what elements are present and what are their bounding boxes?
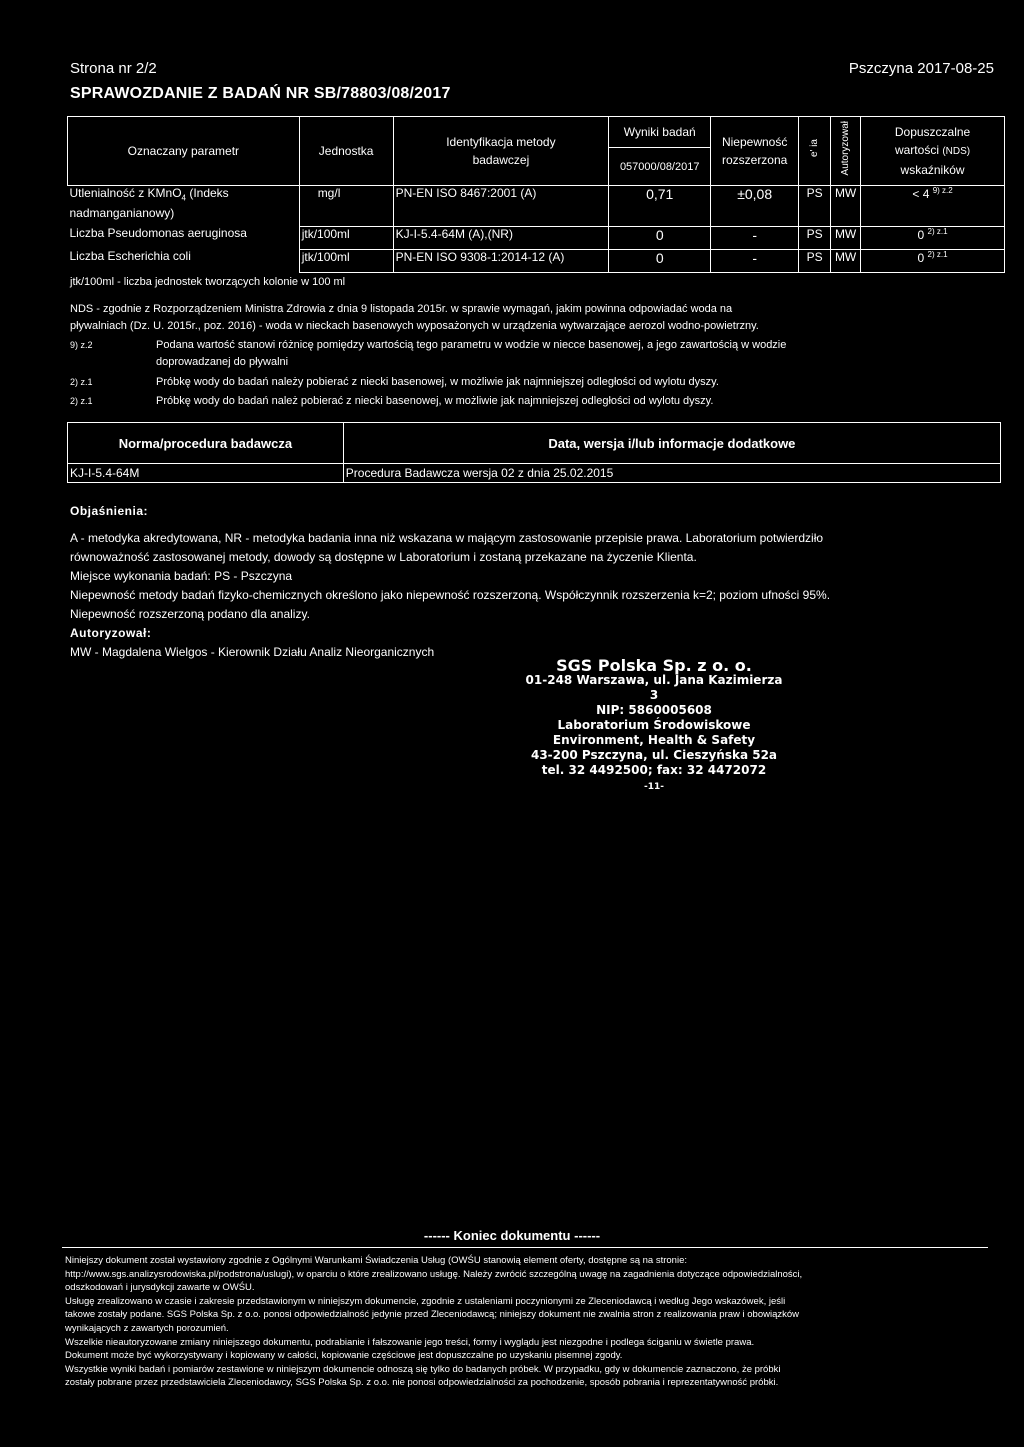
info-header: Data, wersja i/lub informacje dodatkowe bbox=[343, 423, 1000, 464]
col-param-header: Oznaczany parametr bbox=[68, 117, 300, 186]
col-location-header: e' ia bbox=[799, 117, 831, 186]
col-results-header: Wyniki badań bbox=[609, 117, 711, 148]
col-unit-header: Jednostka bbox=[299, 117, 393, 186]
explanations: Objaśnienia: A - metodyka akredytowana, NR - metodyka badania inna niż wskazana w mającym zastosowanie przepisie prawa. Laboratorium potwierdziło równoważność zastosowanej metody, dowody są dostępne w Laboratorium i zostaną przekazane na życzenie Klienta. Miejsce wykonania badań: PS - Pszczyna Niepewność metody badań fizyko-chemicznych określono jako niepewność rozszerzoną. Współczynnik rozszerzenia k=2; poziom ufności 95%. Niepewność rozszerzoną podano dla analizy. Autoryzował: MW - Magdalena Wielgos - Kierownik Działu Analiz Nieorganicznych bbox=[70, 504, 831, 659]
nds-note: NDS - zgodnie z Rozporządzeniem Ministra Zdrowia z dnia 9 listopada 2015r. w sprawie wymagań, jakim powinna odpowiadać woda na pływalniach (Dz. U. 2015r., poz. 2016) - woda w nieckach basenowych wyposażonych w urządzenia wytwarzające aerozol wodno-powietrzny. bbox=[70, 303, 759, 332]
table-row: Liczba Pseudomonas aeruginosa jtk/100ml KJ-I-5.4-64M (A),(NR) 0 - PS MW 0 $^{2) z.1}$ bbox=[68, 226, 1005, 249]
sample-number: 057000/08/2017 bbox=[609, 148, 711, 186]
company-stamp: SGS Polska Sp. z o. o. 01-248 Warszawa, ul. Jana Kazimierza 3 NIP: 5860005608 Laboratorium Środowiskowe Environment, Health & Safety 43-200 Pszczyna, ul. Cieszyńska 52a tel. 32 4492500; fax: 32 4472072 -11- bbox=[525, 656, 783, 792]
report-title: SPRAWOZDANIE Z BADAŃ NR SB/78803/08/2017 bbox=[70, 85, 451, 102]
footer-divider bbox=[62, 1247, 988, 1248]
col-uncertainty-header: Niepewność rozszerzona bbox=[711, 117, 799, 186]
footnote-3: 2) z.1 Próbkę wody do badań należ pobierać z niecki basenowej, w możliwie jak najmniejszej odległości od wylotu dyszy. bbox=[70, 395, 714, 407]
footnote-2: 2) z.1 Próbkę wody do badań należy pobierać z niecki basenowej, w możliwie jak najmniejszej odległości od wylotu dyszy. bbox=[70, 376, 719, 388]
end-of-document: ------ Koniec dokumentu ------ bbox=[423, 1228, 601, 1243]
col-authorized-header: Autoryzował bbox=[831, 117, 861, 186]
place-date: Pszczyna 2017-08-25 bbox=[848, 60, 994, 77]
col-limit-header: Dopuszczalne wartości (NDS) wskaźników bbox=[861, 117, 1005, 186]
results-table bbox=[67, 116, 1005, 273]
col-method-header: Identyfikacja metody badawczej bbox=[393, 117, 609, 186]
norm-header: Norma/procedura badawcza bbox=[68, 423, 344, 464]
footer-text: Niniejszy dokument został wystawiony zgodnie z Ogólnymi Warunkami Świadczenia Usług (OWŚU stanowią element oferty, dostępne są na stronie: http://www.sgs.analizysrodowiska.pl/podstrona/uslugi), w oparciu o które zrealizowano usługę. Należy zwrócić szczególną uwagę na zagadnienia dotyczące odpowiedzialności, odszkodowań i jurysdykcji zawarte w OWŚU. Usługę zrealizowano w czasie i zakresie przedstawionym w niniejszym dokumencie, zgodnie z ustaleniami poczynionymi ze Zleceniodawcą i według Jego wskazówek, jeśli takowe zostały podane. SGS Polska Sp. z o.o. ponosi odpowiedzialność jedynie przed Zleceniodawcą; niniejszy dokument nie zwalnia stron z realizowania praw i obowiązków wynikających z zawartych porozumień. Wszelkie nieautoryzowane zmiany niniejszego dokumentu, podrabianie i fałszowanie jego treści, formy i wyglądu jest niezgodne i podlega ściganiu w świetle prawa. Dokument może być wykorzystywany i kopiowany w całości, kopiowanie częściowe jest dopuszczalne po uzyskaniu pisemnej zgody. Wszystkie wyniki badań i pomiarów zestawione w niniejszym dokumencie odnoszą się tylko do badanych próbek. W przypadku, gdy w dokumencie zaznaczono, że próbki zostały pobrane przez przedstawiciela Zleceniodawcy, SGS Polska Sp. z o.o. nie ponosi odpowiedzialności za pochodzenie, sposób pobrania i reprezentatywność próbki. bbox=[65, 1255, 803, 1389]
norm-table bbox=[67, 422, 1001, 483]
footnote-1: 9) z.2 Podana wartość stanowi różnicę pomiędzy wartością tego parametru w wodzie w niecce basenowej, a jego zawartością w wodzie doprowadzanej do pływalni bbox=[70, 339, 787, 368]
table-row: KJ-I-5.4-64M Procedura Badawcza wersja 02 z dnia 25.02.2015 bbox=[68, 464, 1001, 483]
table-row: Utlenialność z KMnO$_4$ (Indeks nadmanganianowy) mg/l PN-EN ISO 8467:2001 (A) 0,71 ±0,08 PS MW < 4 $^{9) z.2}$ bbox=[68, 186, 1005, 227]
page-number: Strona nr 2/2 bbox=[70, 60, 157, 77]
table-row: Liczba Escherichia coli jtk/100ml PN-EN ISO 9308-1:2014-12 (A) 0 - PS MW 0 $^{2) z.1}$ bbox=[68, 249, 1005, 272]
unit-note: jtk/100ml - liczba jednostek tworzących kolonie w 100 ml bbox=[70, 276, 346, 288]
